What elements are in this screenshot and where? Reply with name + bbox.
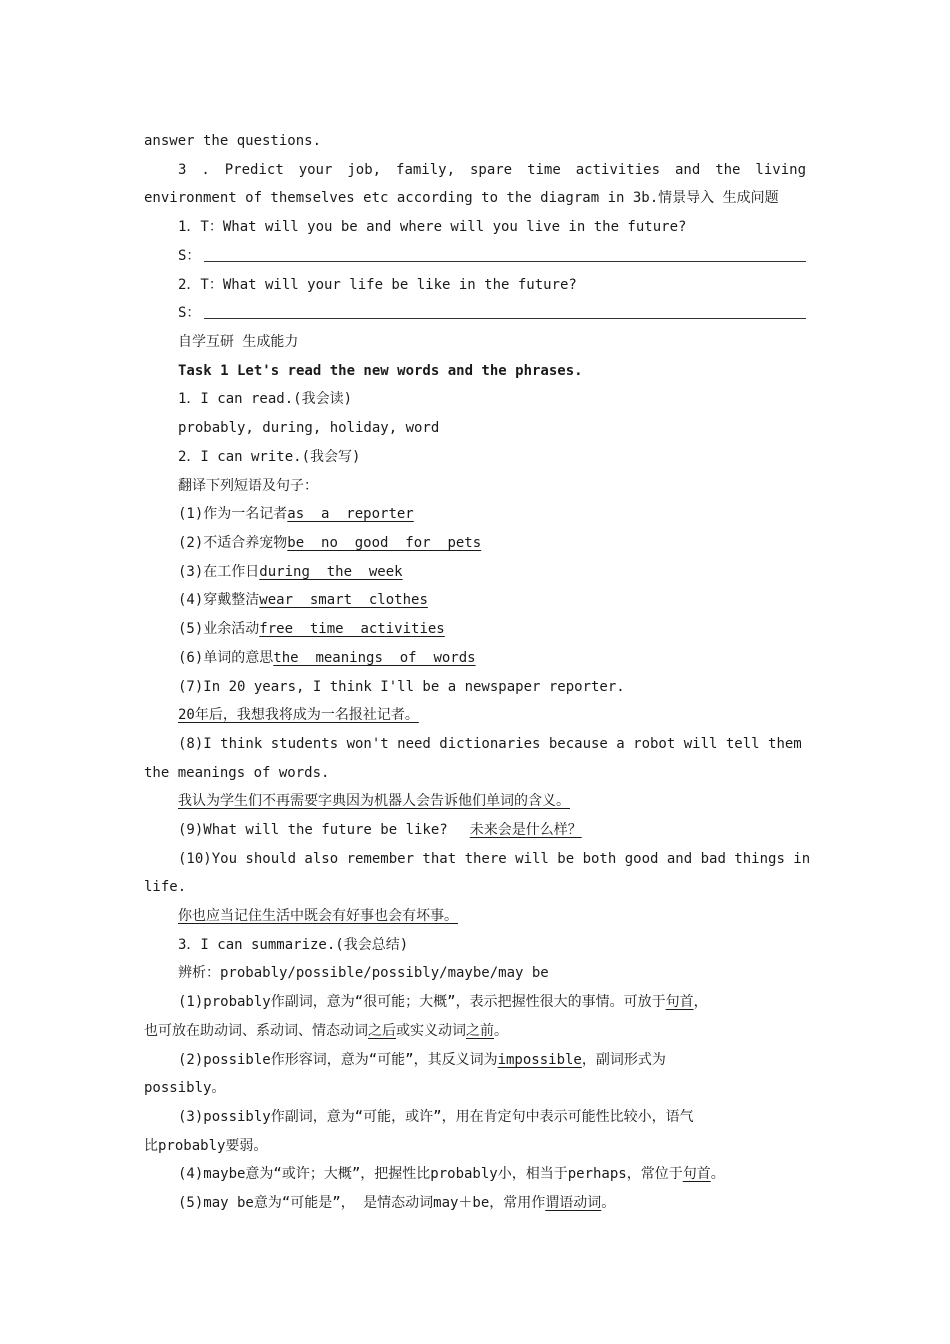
answer-2-line: [178, 303, 806, 323]
note-answer: 谓语动词: [545, 1195, 602, 1211]
note-answer: impossible: [497, 1052, 582, 1068]
note-text: 。: [601, 1195, 616, 1211]
item3-line2: environment of themselves etc according to the diagram in 3b.情景导入 生成问题: [144, 190, 779, 206]
question-2: 2．T：What will your life be like in the future?: [178, 277, 577, 293]
can-read-heading: 1．I can read.(我会读): [178, 391, 353, 407]
sentence-10-line1: (10)You should also remember that there will be both good and bad things in: [178, 851, 811, 867]
sentence-8-line2: the meanings of words.: [144, 765, 330, 781]
distinguish-line: 辨析：probably/possible/possibly/maybe/may be: [178, 965, 549, 981]
sentence-8-answer: 我认为学生们不再需要字典因为机器人会告诉他们单词的含义。: [178, 793, 570, 809]
sentence-9-text: (9)What will the future be like?: [178, 822, 448, 838]
note-3-line1: (3)possibly作副词，意为“可能，或许”，用在肯定句中表示可能性比较小，语气: [178, 1109, 694, 1125]
note-5: [178, 1193, 615, 1213]
phrase-prompt: (6)单词的意思: [178, 650, 274, 666]
task1-heading: Task 1 Let's read the new words and the phrases.: [178, 363, 583, 379]
sentence-9: [178, 820, 582, 840]
note-answer: 句首: [682, 1166, 711, 1182]
phrase-item: [178, 648, 476, 668]
item3-line1: 3 . Predict your job, family, spare time activities and the living: [178, 162, 806, 178]
note-1-line2: [144, 1021, 508, 1041]
note-text: (1)probably作副词，意为“很可能；大概”，表示把握性很大的事情。可放于: [178, 994, 666, 1010]
phrase-item: [178, 590, 428, 610]
sentence-9-answer: 未来会是什么样？: [469, 822, 582, 838]
phrase-item: [178, 533, 481, 553]
note-text: 。: [710, 1166, 725, 1182]
can-write-heading: 2．I can write.(我会写): [178, 449, 361, 465]
note-answer: 句首: [665, 994, 694, 1010]
note-text: (5)may be意为“可能是”， 是情态动词may＋be，常用作: [178, 1195, 546, 1211]
phrase-prompt: (5)业余活动: [178, 621, 260, 637]
note-3-line2: 比probably要弱。: [144, 1138, 268, 1154]
phrase-answer: the meanings of words: [273, 650, 476, 666]
phrase-prompt: (4)穿戴整洁: [178, 592, 260, 608]
phrase-item: [178, 504, 414, 524]
translate-prompt: 翻译下列短语及句子：: [178, 478, 318, 494]
answer-blank-1[interactable]: [204, 247, 806, 262]
sentence-10-answer: 你也应当记住生活中既会有好事也会有坏事。: [178, 908, 458, 924]
note-answer: 之前: [466, 1023, 494, 1039]
note-text: 或实义动词: [396, 1023, 466, 1039]
note-text: ，: [693, 994, 708, 1010]
note-text: 也可放在助动词、系动词、情态动词: [144, 1023, 368, 1039]
sentence-10-line2: life.: [144, 879, 187, 895]
note-4: [178, 1164, 725, 1184]
phrase-item: [178, 562, 403, 582]
phrase-answer: wear smart clothes: [259, 592, 428, 608]
note-answer: 之后: [368, 1023, 396, 1039]
phrase-answer: as a reporter: [287, 506, 414, 522]
sentence-7: (7)In 20 years, I think I'll be a newspaper reporter.: [178, 679, 625, 695]
note-2-line1: [178, 1050, 666, 1070]
phrase-prompt: (3)在工作日: [178, 564, 260, 580]
sentence-8-line1: (8)I think students won't need dictionaries because a robot will tell them: [178, 736, 802, 752]
note-text: (4)maybe意为“或许；大概”，把握性比probably小，相当于perhaps，常位于: [178, 1166, 683, 1182]
note-2-line2: possibly。: [144, 1080, 226, 1096]
sentence-7-answer: 20年后，我想我将成为一名报社记者。: [178, 707, 419, 723]
note-text: (2)possible作形容词，意为“可能”，其反义词为: [178, 1052, 498, 1068]
s-label: S：: [178, 305, 201, 321]
can-summarize-heading: 3．I can summarize.(我会总结): [178, 937, 409, 953]
s-label: S：: [178, 248, 201, 264]
phrase-answer: free time activities: [259, 621, 445, 637]
answer-1-line: [178, 246, 806, 266]
intro-line: answer the questions.: [144, 133, 322, 149]
phrase-answer: be no good for pets: [287, 535, 482, 551]
phrase-prompt: (2)不适合养宠物: [178, 535, 288, 551]
note-text: ，副词形式为: [581, 1052, 666, 1068]
read-words: probably, during, holiday, word: [178, 420, 440, 436]
phrase-answer: during the week: [259, 564, 403, 580]
note-1-line1: [178, 992, 708, 1012]
phrase-prompt: (1)作为一名记者: [178, 506, 288, 522]
phrase-item: [178, 619, 445, 639]
question-1: 1．T：What will you be and where will you live in the future?: [178, 219, 687, 235]
note-text: 。: [494, 1023, 508, 1039]
section-title: 自学互研 生成能力: [178, 334, 299, 350]
answer-blank-2[interactable]: [204, 304, 806, 319]
